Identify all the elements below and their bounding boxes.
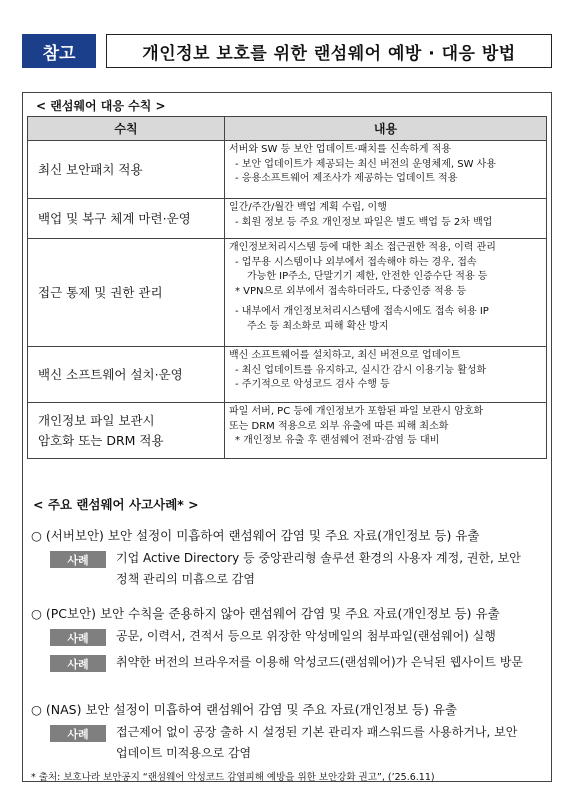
content-line: 개인정보처리시스템 등에 대한 최소 접근권한 적용, 이력 관리 bbox=[229, 242, 496, 253]
content-cell bbox=[225, 403, 547, 459]
example-line: 취약한 버전의 브라우저를 이용해 악성코드(랜섬웨어)가 은닉된 웹사이트 방문 bbox=[116, 655, 524, 669]
rule-cell: 접근 통제 및 권한 관리 bbox=[28, 239, 225, 347]
example-line: 업데이트 미적용으로 감염 bbox=[116, 746, 252, 760]
case-title: ○ (서버보안) 보안 설정이 미흡하여 랜섬웨어 감염 및 주요 자료(개인정보 등) 유출 bbox=[31, 528, 480, 543]
case-title: ○ (NAS) 보안 설정이 미흡하여 랜섬웨어 감염 및 주요 자료(개인정보 등) 유출 bbox=[31, 702, 457, 717]
example-line: 정책 관리의 미흡으로 감염 bbox=[116, 572, 255, 586]
content-line: 백신 소프트웨어를 설치하고, 최신 버전으로 업데이트 bbox=[229, 350, 461, 361]
content-line: - 최신 업데이트를 유지하고, 실시간 감시 이용기능 활성화 bbox=[235, 364, 487, 376]
content-line: 일간/주간/월간 백업 계획 수립, 이행 bbox=[229, 202, 387, 213]
content-line: - 업무용 시스템이나 외부에서 접속해야 하는 경우, 접속 bbox=[235, 256, 477, 268]
content-line: * VPN으로 외부에서 접속하더라도, 다중인증 적용 등 bbox=[235, 285, 467, 297]
case-badge: 사례 bbox=[50, 725, 106, 742]
case-badge: 사례 bbox=[50, 655, 106, 672]
content-line: 주소 등 최소화로 피해 확산 방지 bbox=[247, 320, 389, 332]
content-cell bbox=[225, 239, 547, 347]
table-row bbox=[28, 403, 547, 459]
case-badge: 사례 bbox=[50, 551, 106, 568]
content-cell bbox=[225, 199, 547, 239]
col-content-header: 내용 bbox=[225, 117, 547, 141]
reference-tag: 참고 bbox=[22, 34, 96, 68]
rule-cell: 백신 소프트웨어 설치·운영 bbox=[28, 347, 225, 403]
col-rule-header: 수칙 bbox=[28, 117, 225, 141]
case-badge: 사례 bbox=[50, 629, 106, 646]
content-line: - 응용소프트웨어 제조사가 제공하는 업데이트 적용 bbox=[235, 173, 458, 184]
rule-line: 개인정보 파일 보관시 bbox=[38, 412, 155, 428]
content-line: * 개인정보 유출 후 랜섬웨어 전파·감염 등 대비 bbox=[235, 435, 440, 446]
table-row bbox=[28, 239, 547, 347]
table-row bbox=[28, 347, 547, 403]
rule-cell: 최신 보안패치 적용 bbox=[28, 141, 225, 199]
cases-heading: < 주요 랜섬웨어 사고사례* > bbox=[33, 497, 199, 512]
page-title: 개인정보 보호를 위한 랜섬웨어 예방 · 대응 방법 bbox=[106, 34, 552, 68]
table-header-row bbox=[28, 117, 547, 141]
content-line: - 주기적으로 악성코드 검사 수행 등 bbox=[235, 379, 390, 390]
case-example bbox=[116, 722, 517, 764]
content-cell bbox=[225, 141, 547, 199]
example-line: 기업 Active Directory 등 중앙관리형 솔루션 환경의 사용자 계정, 권한, 보안 bbox=[116, 551, 521, 565]
rule-cell: 백업 및 복구 체계 마련·운영 bbox=[28, 199, 225, 239]
table-row bbox=[28, 141, 547, 199]
case-example bbox=[116, 548, 521, 590]
table-row bbox=[28, 199, 547, 239]
content-line: - 보안 업데이트가 제공되는 최신 버전의 운영체제, SW 사용 bbox=[235, 158, 496, 170]
example-line: 접근제어 없이 공장 출하 시 설정된 기본 관리자 패스워드를 사용하거나, 보안 bbox=[116, 725, 518, 739]
rules-heading: < 랜섬웨어 대응 수칙 > bbox=[36, 99, 166, 113]
example-line: 공문, 이력서, 견적서 등으로 위장한 악성메일의 첨부파일(랜섬웨어) 실행 bbox=[116, 629, 496, 643]
content-cell bbox=[225, 347, 547, 403]
page-header bbox=[22, 34, 552, 68]
case-example bbox=[116, 626, 496, 647]
rules-table bbox=[27, 116, 547, 459]
content-line: 서버와 SW 등 보안 업데이트·패치를 신속하게 적용 bbox=[229, 144, 452, 155]
content-line: 또는 DRM 적용으로 외부 유출에 따른 피해 최소화 bbox=[229, 420, 449, 432]
rule-cell bbox=[28, 403, 225, 459]
case-title: ○ (PC보안) 보안 수칙을 준용하지 않아 랜섬웨어 감염 및 주요 자료(개인정보 등) 유출 bbox=[31, 606, 500, 621]
source-note: * 출처: 보호나라 보안공지 “랜섬웨어 악성코드 감염피해 예방을 위한 보안강화 권고”, (’25.6.11) bbox=[31, 772, 435, 783]
content-line: 파일 서버, PC 등에 개인정보가 포함된 파일 보관시 암호화 bbox=[229, 406, 484, 417]
content-line: 가능한 IP주소, 단말기기 제한, 안전한 인증수단 적용 등 bbox=[247, 271, 488, 282]
content-line: - 회원 정보 등 주요 개인정보 파일은 별도 백업 등 2차 백업 bbox=[235, 216, 493, 228]
rule-line: 암호화 또는 DRM 적용 bbox=[38, 432, 164, 448]
content-line: - 내부에서 개인정보처리시스템에 접속시에도 접속 허용 IP bbox=[235, 306, 489, 317]
case-example bbox=[116, 652, 523, 673]
